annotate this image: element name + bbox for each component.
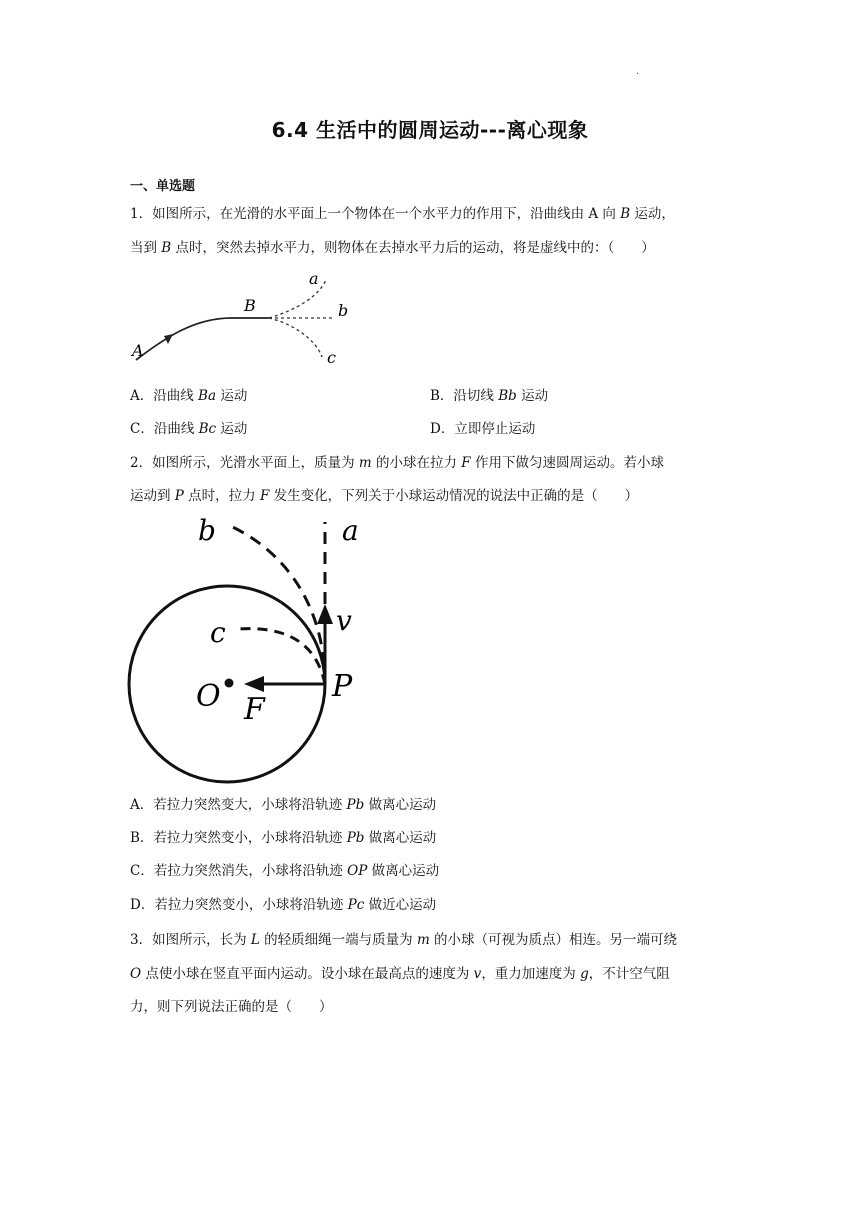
q1-stem-line2: 当到 B 点时，突然去掉水平力，则物体在去掉水平力后的运动，将是虚线中的：（ ） xyxy=(130,240,655,256)
q2-option-c[interactable]: C．若拉力突然消失，小球将沿轨迹 OP 做离心运动 xyxy=(130,863,440,879)
q3-stem-line2: O 点使小球在竖直平面内运动。设小球在最高点的速度为 v，重力加速度为 g，不计空气阻 xyxy=(130,966,670,982)
q3-stem-line3: 力，则下列说法正确的是（ ） xyxy=(130,999,333,1015)
q2-label-a: a xyxy=(342,514,359,547)
q1-option-c[interactable]: C．沿曲线 Bc 运动 xyxy=(130,421,248,437)
q1-stem-line1: 1．如图所示，在光滑的水平面上一个物体在一个水平力的作用下，沿曲线由 A 向 B 运动， xyxy=(130,206,675,222)
q1-figure xyxy=(126,262,366,372)
q1-label-c: c xyxy=(327,348,336,367)
q1-dashed-c xyxy=(269,318,322,357)
q2-stem-line1: 2．如图所示，光滑水平面上，质量为 m 的小球在拉力 F 作用下做匀速圆周运动。若小球 xyxy=(130,455,664,471)
q2-label-P: P xyxy=(332,669,353,704)
q2-force-arrowhead xyxy=(244,676,264,692)
q2-label-v: v xyxy=(336,604,352,637)
q1-option-d[interactable]: D．立即停止运动 xyxy=(430,421,536,437)
q2-velocity-arrowhead xyxy=(317,604,333,624)
q2-label-b: b xyxy=(198,514,216,547)
q2-option-b[interactable]: B．若拉力突然变小，小球将沿轨迹 Pb 做离心运动 xyxy=(130,830,437,846)
header-dot: . xyxy=(636,66,640,77)
q2-center-dot xyxy=(225,679,234,688)
q1-option-a[interactable]: A．沿曲线 Ba 运动 xyxy=(130,388,248,404)
q2-figure xyxy=(126,512,386,788)
section-heading: 一、单选题 xyxy=(130,179,196,194)
q2-stem-line2: 运动到 P 点时，拉力 F 发生变化，下列关于小球运动情况的说法中正确的是（ ） xyxy=(130,488,639,504)
q1-option-b[interactable]: B．沿切线 Bb 运动 xyxy=(430,388,549,404)
q1-label-A: A xyxy=(132,341,144,360)
q1-curve-ab xyxy=(136,318,269,360)
q2-label-F: F xyxy=(244,692,265,727)
q2-option-d[interactable]: D．若拉力突然变小，小球将沿轨迹 Pc 做近心运动 xyxy=(130,897,437,913)
q3-stem-line1: 3．如图所示，长为 L 的轻质细绳一端与质量为 m 的小球（可视为质点）相连。另一端可绕 xyxy=(130,932,678,948)
q2-label-c: c xyxy=(210,616,226,649)
page-title: 6.4 生活中的圆周运动---离心现象 xyxy=(271,118,589,142)
q2-dashed-b xyxy=(226,524,325,684)
q2-label-O: O xyxy=(196,679,221,714)
q2-option-a[interactable]: A．若拉力突然变大，小球将沿轨迹 Pb 做离心运动 xyxy=(130,797,437,813)
q1-label-B: B xyxy=(244,296,256,315)
q1-label-a: a xyxy=(309,269,319,288)
q1-label-b: b xyxy=(338,301,349,320)
